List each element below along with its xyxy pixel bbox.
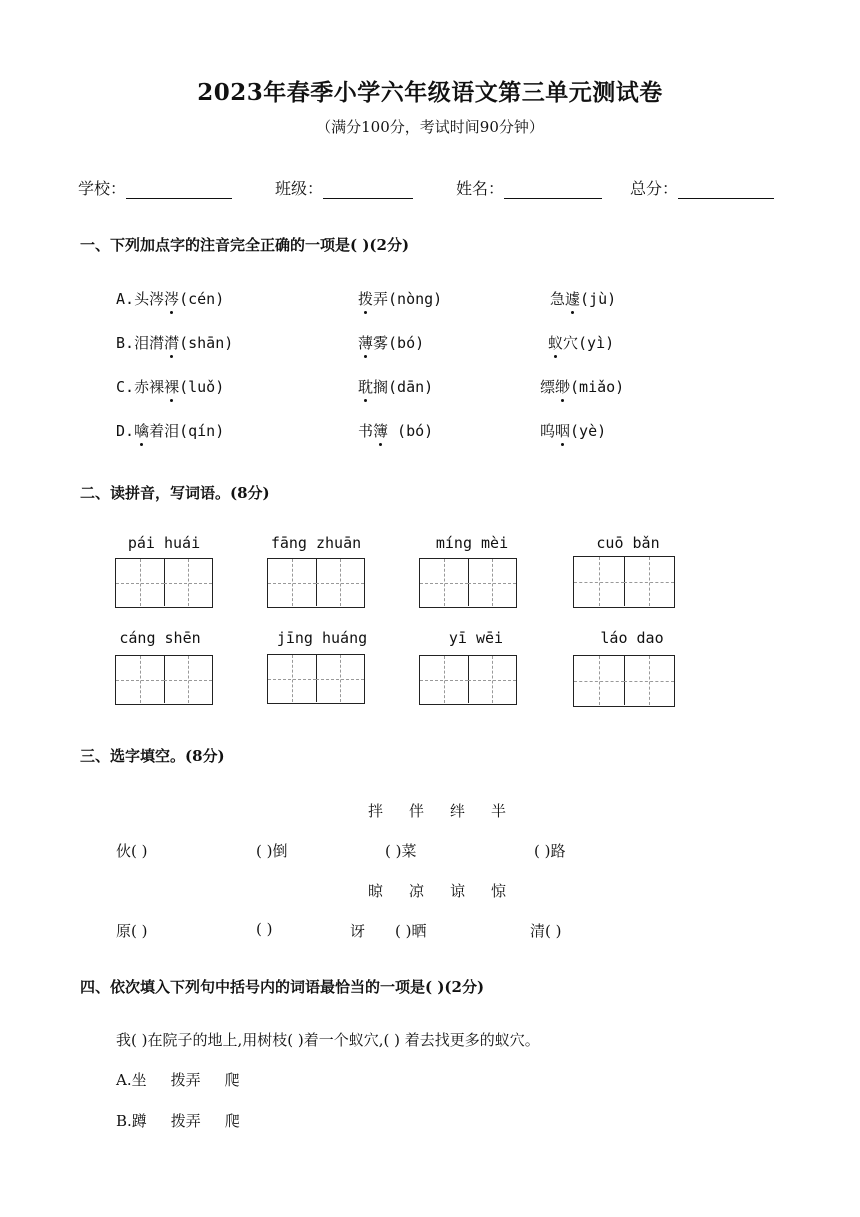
pinyin-label: cáng shēn <box>119 629 201 647</box>
q1-c-word1: 赤裸裸(luǒ) <box>134 378 225 396</box>
q1-a-word2: 拨弄(nòng) <box>358 290 443 308</box>
q4-option-a[interactable]: A.坐 拨弄 爬 <box>116 1071 240 1089</box>
name-field <box>456 176 602 199</box>
q3-blank[interactable]: ( )晒 <box>395 922 427 940</box>
pinyin-label: fāng zhuān <box>270 534 362 552</box>
q1-c-word3: 缥缈(miǎo) <box>540 378 625 396</box>
pinyin-label: pái huái <box>127 534 201 552</box>
q3-blank[interactable]: ( ) <box>256 920 273 938</box>
q1-d-word1: 噙着泪(qín) <box>134 422 225 440</box>
writing-grid[interactable] <box>419 655 517 705</box>
q4-sentence: 我( )在院子的地上,用树枝( )着一个蚁穴,( ) 着去找更多的蚁穴。 <box>116 1031 540 1049</box>
writing-grid[interactable] <box>267 558 365 608</box>
q1-option-c[interactable]: C.赤裸裸(luǒ) <box>116 378 225 396</box>
q3-blank[interactable]: ( )路 <box>534 842 566 860</box>
writing-grid[interactable] <box>115 655 213 705</box>
pinyin-label: láo dao <box>600 629 664 647</box>
q3-char-choices-2: 晾 凉 谅 惊 <box>368 882 507 900</box>
score-blank[interactable] <box>678 180 774 199</box>
writing-grid[interactable] <box>267 654 365 704</box>
class-field <box>275 176 413 199</box>
q4-heading: 四、依次填入下列句中括号内的词语最恰当的一项是( )(2分) <box>80 978 485 996</box>
page-subtitle: （满分100分，考试时间90分钟） <box>316 118 544 136</box>
q3-blank[interactable]: 清( ) <box>530 922 562 940</box>
q3-blank[interactable]: 原( ) <box>116 922 148 940</box>
writing-grid[interactable] <box>419 558 517 608</box>
q3-blank[interactable]: ( )倒 <box>256 842 288 860</box>
school-field <box>78 176 232 199</box>
writing-grid[interactable] <box>573 556 675 608</box>
score-field <box>630 176 774 199</box>
q1-option-b[interactable]: B.泪潸潸(shān) <box>116 334 234 352</box>
q4-option-b[interactable]: B.蹲 拨弄 爬 <box>116 1112 240 1130</box>
class-label: 班级： <box>275 179 324 198</box>
pinyin-label: jīng huáng <box>276 629 368 647</box>
score-label: 总分： <box>630 179 679 198</box>
school-blank[interactable] <box>126 180 232 199</box>
q1-b-word1: 泪潸潸(shān) <box>134 334 234 352</box>
q1-heading: 一、下列加点字的注音完全正确的一项是( )(2分) <box>80 236 410 254</box>
q1-a-word3: 急遽(jù) <box>550 290 617 308</box>
q3-blank[interactable]: 伙( ) <box>116 842 148 860</box>
writing-grid[interactable] <box>573 655 675 707</box>
q1-option-d[interactable]: D.噙着泪(qín) <box>116 422 225 440</box>
name-blank[interactable] <box>504 180 602 199</box>
q3-blank[interactable]: ( )菜 <box>385 842 417 860</box>
pinyin-label: yī wēi <box>448 629 504 647</box>
q1-a-word1: 头涔涔(cén) <box>134 290 225 308</box>
q1-c-word2: 耽搁(dān) <box>358 378 434 396</box>
q3-word: 讶 <box>350 922 366 940</box>
q1-b-word3: 蚁穴(yì) <box>548 334 615 352</box>
pinyin-label: míng mèi <box>435 534 509 552</box>
pinyin-label: cuō bǎn <box>596 534 660 552</box>
q2-heading: 二、读拼音，写词语。(8分) <box>80 484 270 502</box>
school-label: 学校： <box>78 179 127 198</box>
q3-heading: 三、选字填空。(8分) <box>80 747 225 765</box>
q1-d-word3: 呜咽(yè) <box>540 422 607 440</box>
q3-char-choices-1: 拌 伴 绊 半 <box>368 802 507 820</box>
class-blank[interactable] <box>323 180 413 199</box>
name-label: 姓名： <box>456 179 505 198</box>
q1-d-word2: 书簿 (bó) <box>358 422 434 440</box>
q1-option-a[interactable]: A.头涔涔(cén) <box>116 290 225 308</box>
q1-b-word2: 薄雾(bó) <box>358 334 425 352</box>
writing-grid[interactable] <box>115 558 213 608</box>
page-title: 2023年春季小学六年级语文第三单元测试卷 <box>197 79 663 106</box>
